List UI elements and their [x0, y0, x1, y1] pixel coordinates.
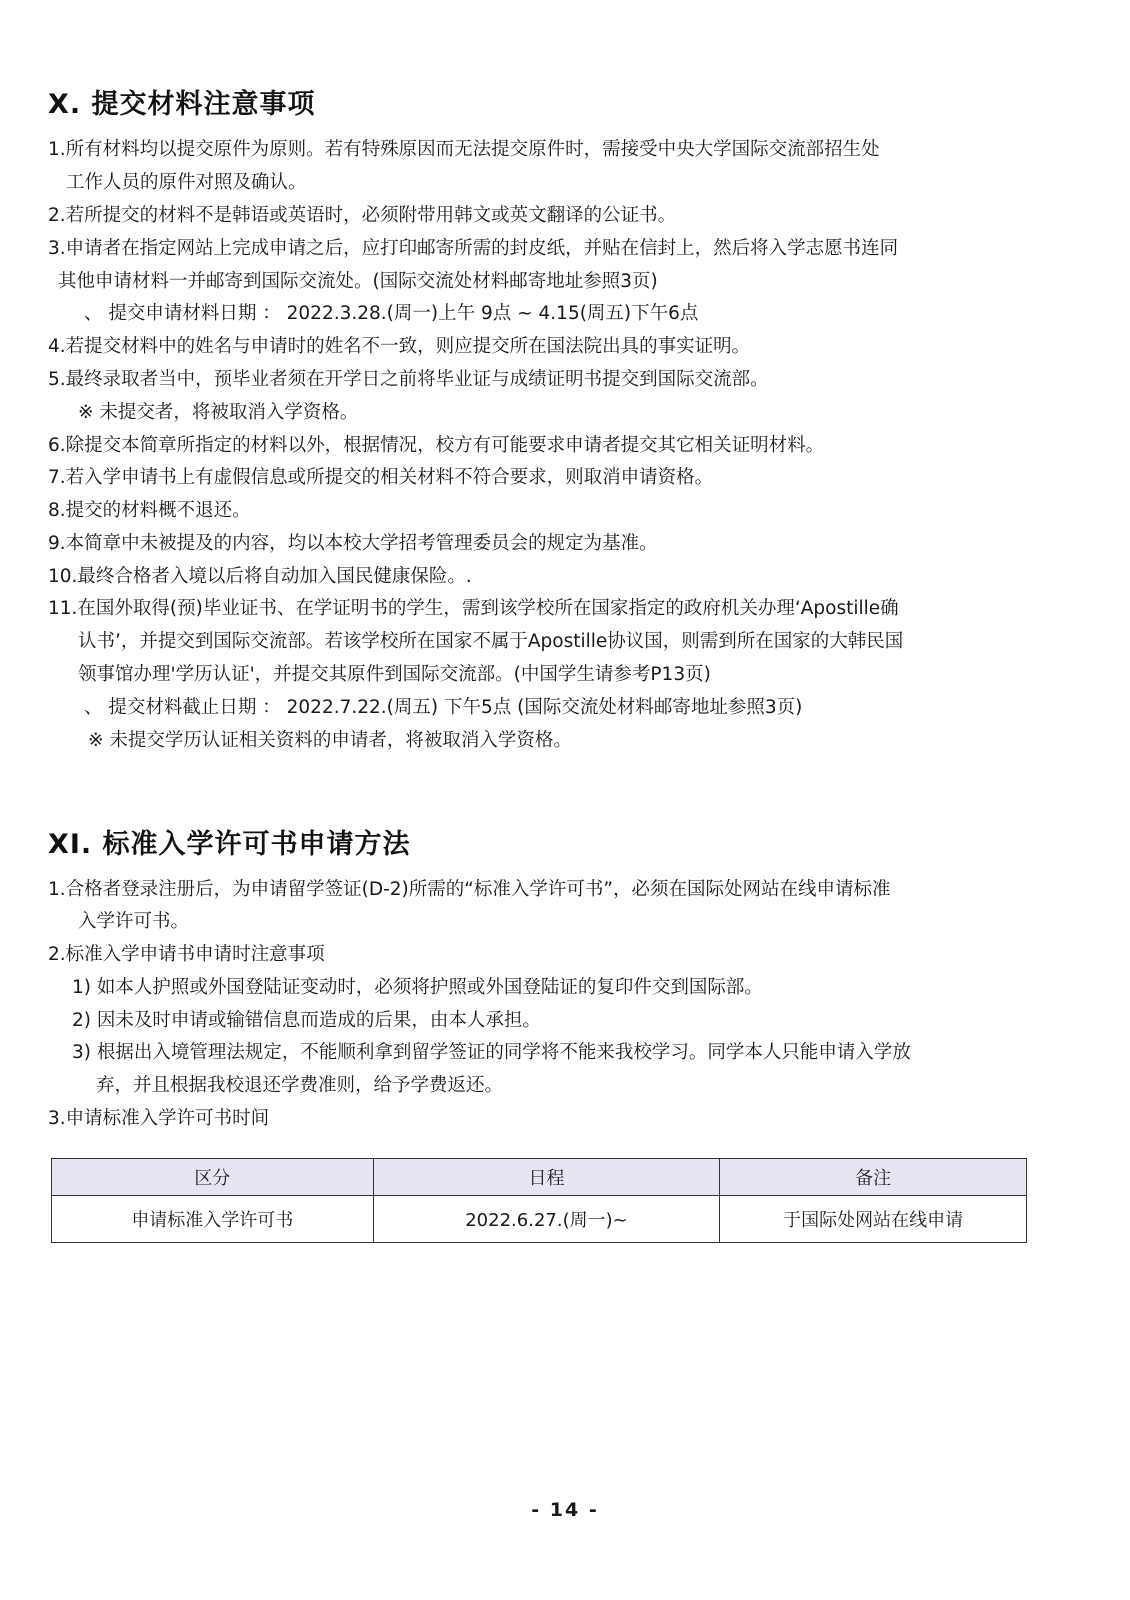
s11-line-4: 1) 如本人护照或外国登陆证变动时，必须将护照或外国登陆证的复印件交到国际部。 [72, 977, 763, 998]
s10-line-13: 9.本简章中未被提及的内容，均以本校大学招考管理委员会的规定为基准。 [48, 533, 658, 554]
s10-line-12: 8.提交的材料概不退还。 [48, 500, 251, 521]
s11-line-7: 弃，并且根据我校退还学费准则，给予学费返还。 [96, 1075, 504, 1096]
s10-line-15: 11.在国外取得(预)毕业证书、在学证明书的学生，需到该学校所在国家指定的政府机关办理‘Apostille确 [48, 598, 899, 619]
s10-line-7: 4.若提交材料中的姓名与申请时的姓名不一致，则应提交所在国法院出具的事实证明。 [48, 336, 751, 357]
s10-line-19: ※ 未提交学历认证相关资料的申请者，将被取消入学资格。 [88, 730, 572, 751]
s10-line-3: 2.若所提交的材料不是韩语或英语时，必须附带用韩文或英文翻译的公证书。 [48, 205, 677, 226]
section-10-title: X. 提交材料注意事项 [48, 89, 316, 120]
s11-line-3: 2.标准入学申请书申请时注意事项 [48, 944, 325, 965]
page-number: - 14 - [531, 1499, 599, 1521]
s10-line-1: 1.所有材料均以提交原件为原则。若有特殊原因而无法提交原件时，需接受中央大学国际交流部招生处 [48, 139, 880, 160]
s10-line-5: 其他申请材料一并邮寄到国际交流处。(国际交流处材料邮寄地址参照3页) [58, 271, 658, 292]
s10-line-16: 认书’，并提交到国际交流部。若该学校所在国家不属于Apostille协议国，则需到所在国家的大韩民国 [78, 631, 904, 652]
table-cell-remarks: 于国际处网站在线申请 [720, 1196, 1027, 1243]
s10-line-18: 、 提交材料截止日期 ： 2022.7.22.(周五) 下午5点 (国际交流处材料邮寄地址参照3页) [84, 697, 803, 718]
s10-line-14: 10.最终合格者入境以后将自动加入国民健康保险。. [48, 566, 472, 587]
s11-line-6: 3) 根据出入境管理法规定，不能顺利拿到留学签证的同学将不能来我校学习。同学本人只能申请入学放 [72, 1042, 911, 1063]
table-row [52, 1196, 1027, 1243]
s11-line-5: 2) 因未及时申请或输错信息而造成的后果，由本人承担。 [72, 1010, 541, 1031]
s10-line-10: 6.除提交本简章所指定的材料以外，根据情况，校方有可能要求申请者提交其它相关证明材料。 [48, 435, 825, 456]
s11-line-2: 入学许可书。 [78, 911, 190, 932]
table-header-schedule: 日程 [373, 1159, 720, 1196]
s10-line-11: 7.若入学申请书上有虚假信息或所提交的相关材料不符合要求，则取消申请资格。 [48, 467, 714, 488]
table-header-category: 区分 [52, 1159, 374, 1196]
table-header-row [52, 1159, 1027, 1196]
table-cell-schedule: 2022.6.27.(周一)~ [373, 1196, 720, 1243]
s11-line-8: 3.申请标准入学许可书时间 [48, 1108, 270, 1129]
s10-line-6: 、 提交申请材料日期 ： 2022.3.28.(周一)上午 9点 ~ 4.15(周五)下午6点 [84, 303, 699, 324]
s10-line-9: ※ 未提交者，将被取消入学资格。 [78, 402, 359, 423]
s11-line-1: 1.合格者登录注册后，为申请留学签证(D-2)所需的“标准入学许可书”，必须在国际处网站在线申请标准 [48, 879, 891, 900]
s10-line-8: 5.最终录取者当中，预毕业者须在开学日之前将毕业证与成绩证明书提交到国际交流部。 [48, 369, 769, 390]
s10-line-17: 领事馆办理'学历认证'，并提交其原件到国际交流部。(中国学生请参考P13页) [78, 664, 711, 685]
s10-line-4: 3.申请者在指定网站上完成申请之后，应打印邮寄所需的封皮纸，并贴在信封上，然后将入学志愿书连同 [48, 238, 899, 259]
section-11-title: XI. 标准入学许可书申请方法 [48, 829, 411, 860]
schedule-table [51, 1158, 1027, 1243]
s10-line-2: 工作人员的原件对照及确认。 [66, 172, 307, 193]
table-cell-category: 申请标准入学许可书 [52, 1196, 374, 1243]
table-header-remarks: 备注 [720, 1159, 1027, 1196]
